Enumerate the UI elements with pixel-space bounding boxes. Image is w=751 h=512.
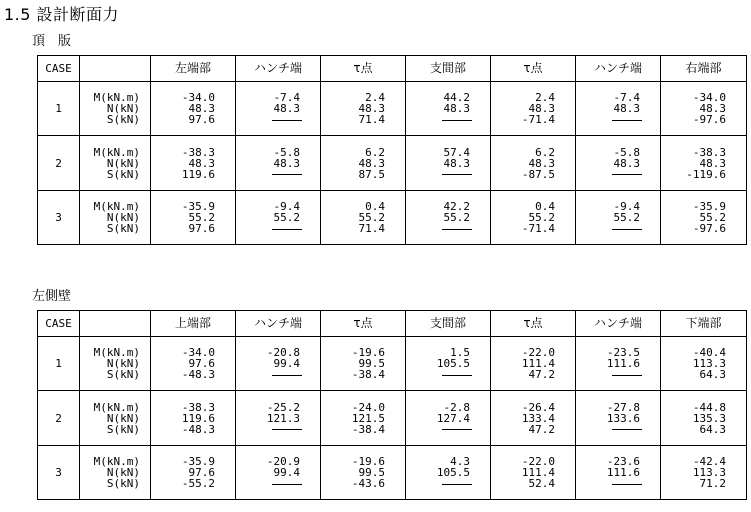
value: -25.2 [266, 400, 300, 414]
value: 55.2 [188, 211, 215, 224]
value-cell [661, 337, 747, 391]
dash-line [612, 120, 642, 121]
value: 111.6 [606, 466, 640, 479]
value-cell [576, 136, 661, 191]
value: 133.4 [521, 411, 555, 425]
value: 48.3 [273, 156, 300, 170]
value-cell [491, 337, 576, 391]
value-cell [576, 446, 661, 500]
row-label: M(kN.m) [93, 91, 140, 104]
value: 48.3 [528, 156, 555, 170]
value: 119.6 [181, 411, 215, 425]
case-number: 3 [38, 446, 80, 500]
value: -38.3 [181, 145, 215, 159]
value: 87.5 [358, 167, 385, 181]
value: 48.3 [443, 156, 470, 170]
value-cell [321, 136, 406, 191]
row-label: S(kN) [106, 422, 140, 436]
value: 64.3 [699, 368, 726, 381]
value: 64.3 [699, 422, 726, 436]
row-label: N(kN) [106, 466, 140, 479]
case-row [38, 82, 747, 136]
value: 48.3 [443, 102, 470, 115]
value: -35.9 [181, 200, 215, 213]
case-row [38, 191, 747, 245]
value-cell [661, 391, 747, 446]
dash-line [612, 375, 642, 376]
dash-line [442, 229, 472, 230]
no-value-dash [236, 478, 300, 489]
case-number: 1 [38, 82, 80, 136]
value: 113.3 [692, 357, 726, 370]
value: 2.4 [365, 91, 385, 104]
value: 71.4 [358, 222, 385, 235]
row-labels [80, 82, 151, 136]
row-label: N(kN) [106, 411, 140, 425]
value: 0.4 [535, 200, 555, 213]
value-cell [236, 82, 321, 136]
table-1-label: 頂 版 [32, 34, 72, 49]
no-value-dash [406, 169, 470, 180]
value-cell [576, 191, 661, 245]
no-value-dash [406, 369, 470, 380]
value: -19.6 [351, 455, 385, 468]
column-header: ハンチ端 [236, 56, 321, 82]
value-cell [491, 191, 576, 245]
column-header: 下端部 [661, 311, 747, 337]
value: 135.3 [692, 411, 726, 425]
row-labels [80, 136, 151, 191]
header-row [38, 311, 747, 337]
no-value-dash [236, 369, 300, 380]
value: 52.4 [528, 477, 555, 490]
case-header: CASE [38, 56, 80, 82]
row-label: M(kN.m) [93, 346, 140, 359]
value: -40.4 [692, 346, 726, 359]
value: -23.6 [606, 455, 640, 468]
row-label: S(kN) [106, 477, 140, 490]
value: -26.4 [521, 400, 555, 414]
value: 1.5 [450, 346, 470, 359]
dash-line [612, 174, 642, 175]
value: -20.8 [266, 346, 300, 359]
value: -22.0 [521, 346, 555, 359]
value: -38.4 [351, 368, 385, 381]
value: 99.5 [358, 466, 385, 479]
value: 48.3 [699, 102, 726, 115]
value: -35.9 [181, 455, 215, 468]
value: 2.4 [535, 91, 555, 104]
top-slab-force-table [37, 55, 747, 245]
no-value-dash [406, 478, 470, 489]
value: 55.2 [699, 211, 726, 224]
value: 119.6 [181, 167, 215, 181]
value-cell [491, 391, 576, 446]
value-cell [406, 391, 491, 446]
value: -9.4 [613, 200, 640, 213]
value: -38.4 [351, 422, 385, 436]
value: -34.0 [692, 91, 726, 104]
value: -119.6 [686, 167, 726, 181]
value: 48.3 [358, 156, 385, 170]
value-cell [661, 136, 747, 191]
case-row [38, 446, 747, 500]
value: 48.3 [188, 156, 215, 170]
value-cell [151, 191, 236, 245]
dash-line [272, 229, 302, 230]
value-cell [406, 446, 491, 500]
column-header: 支間部 [406, 311, 491, 337]
row-labels [80, 337, 151, 391]
value-cell [151, 391, 236, 446]
value-cell [576, 337, 661, 391]
value: 47.2 [528, 368, 555, 381]
value: -7.4 [273, 91, 300, 104]
case-number: 1 [38, 337, 80, 391]
value: -9.4 [273, 200, 300, 213]
value: 0.4 [365, 200, 385, 213]
case-row [38, 391, 747, 446]
value: -42.4 [692, 455, 726, 468]
case-row [38, 337, 747, 391]
value: 111.4 [521, 466, 555, 479]
no-value-dash [406, 424, 470, 435]
value: 48.3 [188, 102, 215, 115]
value-cell [406, 136, 491, 191]
value: 97.6 [188, 222, 215, 235]
value: -24.0 [351, 400, 385, 414]
value: 111.4 [521, 357, 555, 370]
row-label: M(kN.m) [93, 145, 140, 159]
section-title: 1.5 設計断面力 [4, 5, 120, 24]
value: 55.2 [613, 211, 640, 224]
value: 99.4 [273, 466, 300, 479]
dash-line [272, 375, 302, 376]
value: -38.3 [181, 400, 215, 414]
value: -48.3 [181, 368, 215, 381]
row-label: M(kN.m) [93, 400, 140, 414]
value-cell [321, 391, 406, 446]
value-cell [151, 337, 236, 391]
value-cell [576, 391, 661, 446]
dash-line [612, 484, 642, 485]
row-labels [80, 446, 151, 500]
row-label: N(kN) [106, 102, 140, 115]
dash-line [272, 429, 302, 430]
value: 57.4 [443, 145, 470, 159]
value: 44.2 [443, 91, 470, 104]
column-header: τ点 [491, 56, 576, 82]
row-label: S(kN) [106, 167, 140, 181]
value: -7.4 [613, 91, 640, 104]
label-header [80, 56, 151, 82]
value-cell [151, 136, 236, 191]
value-cell [236, 446, 321, 500]
value: 71.2 [699, 477, 726, 490]
column-header: τ点 [321, 311, 406, 337]
value: 133.6 [606, 411, 640, 425]
value: 105.5 [436, 466, 470, 479]
case-number: 2 [38, 391, 80, 446]
value: 48.3 [358, 102, 385, 115]
row-labels [80, 191, 151, 245]
no-value-dash [576, 478, 640, 489]
column-header: 支間部 [406, 56, 491, 82]
value: 111.6 [606, 357, 640, 370]
value-cell [491, 446, 576, 500]
dash-line [612, 429, 642, 430]
table-2-label: 左側壁 [32, 289, 72, 304]
value-cell [491, 82, 576, 136]
value: 4.3 [450, 455, 470, 468]
dash-line [442, 429, 472, 430]
value: 48.3 [613, 102, 640, 115]
column-header: 右端部 [661, 56, 747, 82]
case-header: CASE [38, 311, 80, 337]
no-value-dash [576, 114, 640, 125]
value: 48.3 [528, 102, 555, 115]
value: 55.2 [273, 211, 300, 224]
value-cell [661, 446, 747, 500]
value: 42.2 [443, 200, 470, 213]
value: 55.2 [358, 211, 385, 224]
value: 48.3 [273, 102, 300, 115]
value: -2.8 [443, 400, 470, 414]
value: -35.9 [692, 200, 726, 213]
row-label: M(kN.m) [93, 455, 140, 468]
row-label: S(kN) [106, 368, 140, 381]
no-value-dash [576, 424, 640, 435]
value: 99.5 [358, 357, 385, 370]
value: 48.3 [613, 156, 640, 170]
value-cell [491, 136, 576, 191]
value-cell [236, 337, 321, 391]
value: 48.3 [699, 156, 726, 170]
value: -97.6 [692, 113, 726, 126]
row-label: N(kN) [106, 156, 140, 170]
value: -55.2 [181, 477, 215, 490]
value-cell [151, 82, 236, 136]
value: -20.9 [266, 455, 300, 468]
value: 113.3 [692, 466, 726, 479]
value: -48.3 [181, 422, 215, 436]
column-header: τ点 [321, 56, 406, 82]
value: -5.8 [613, 145, 640, 159]
dash-line [442, 484, 472, 485]
column-header: ハンチ端 [236, 311, 321, 337]
no-value-dash [406, 114, 470, 125]
value: -97.6 [692, 222, 726, 235]
row-label: N(kN) [106, 357, 140, 370]
value: -71.4 [521, 113, 555, 126]
left-wall-force-table [37, 310, 747, 500]
value: -27.8 [606, 400, 640, 414]
value-cell [661, 82, 747, 136]
value: 97.6 [188, 466, 215, 479]
value: 55.2 [528, 211, 555, 224]
dash-line [272, 484, 302, 485]
value: -87.5 [521, 167, 555, 181]
no-value-dash [236, 223, 300, 234]
value-cell [321, 82, 406, 136]
no-value-dash [576, 169, 640, 180]
dash-line [442, 174, 472, 175]
value-cell [236, 136, 321, 191]
dash-line [442, 375, 472, 376]
case-number: 3 [38, 191, 80, 245]
case-number: 2 [38, 136, 80, 191]
value: 99.4 [273, 357, 300, 370]
value: 97.6 [188, 357, 215, 370]
value: 121.5 [351, 411, 385, 425]
case-row [38, 136, 747, 191]
dash-line [272, 120, 302, 121]
value: 71.4 [358, 113, 385, 126]
value-cell [321, 191, 406, 245]
no-value-dash [236, 424, 300, 435]
column-header: τ点 [491, 311, 576, 337]
value: -44.8 [692, 400, 726, 414]
value-cell [576, 82, 661, 136]
value: -23.5 [606, 346, 640, 359]
value: 47.2 [528, 422, 555, 436]
value: -34.0 [181, 346, 215, 359]
value-cell [321, 337, 406, 391]
column-header: 上端部 [151, 311, 236, 337]
no-value-dash [236, 114, 300, 125]
value: -5.8 [273, 145, 300, 159]
value: -71.4 [521, 222, 555, 235]
dash-line [272, 174, 302, 175]
dash-line [612, 229, 642, 230]
value-cell [406, 191, 491, 245]
row-labels [80, 391, 151, 446]
row-label: S(kN) [106, 222, 140, 235]
no-value-dash [406, 223, 470, 234]
dash-line [442, 120, 472, 121]
column-header: ハンチ端 [576, 56, 661, 82]
value: 6.2 [365, 145, 385, 159]
value-cell [236, 191, 321, 245]
no-value-dash [576, 223, 640, 234]
value-cell [406, 337, 491, 391]
value: -19.6 [351, 346, 385, 359]
value-cell [661, 191, 747, 245]
value: 6.2 [535, 145, 555, 159]
row-label: N(kN) [106, 211, 140, 224]
value: 55.2 [443, 211, 470, 224]
value: -22.0 [521, 455, 555, 468]
value: 127.4 [436, 411, 470, 425]
column-header: 左端部 [151, 56, 236, 82]
no-value-dash [236, 169, 300, 180]
value-cell [406, 82, 491, 136]
value: 105.5 [436, 357, 470, 370]
value: 121.3 [266, 411, 300, 425]
value: 97.6 [188, 113, 215, 126]
label-header [80, 311, 151, 337]
value: -43.6 [351, 477, 385, 490]
no-value-dash [576, 369, 640, 380]
header-row [38, 56, 747, 82]
value-cell [321, 446, 406, 500]
row-label: M(kN.m) [93, 200, 140, 213]
value-cell [151, 446, 236, 500]
value: -34.0 [181, 91, 215, 104]
value-cell [236, 391, 321, 446]
column-header: ハンチ端 [576, 311, 661, 337]
value: -38.3 [692, 145, 726, 159]
row-label: S(kN) [106, 113, 140, 126]
